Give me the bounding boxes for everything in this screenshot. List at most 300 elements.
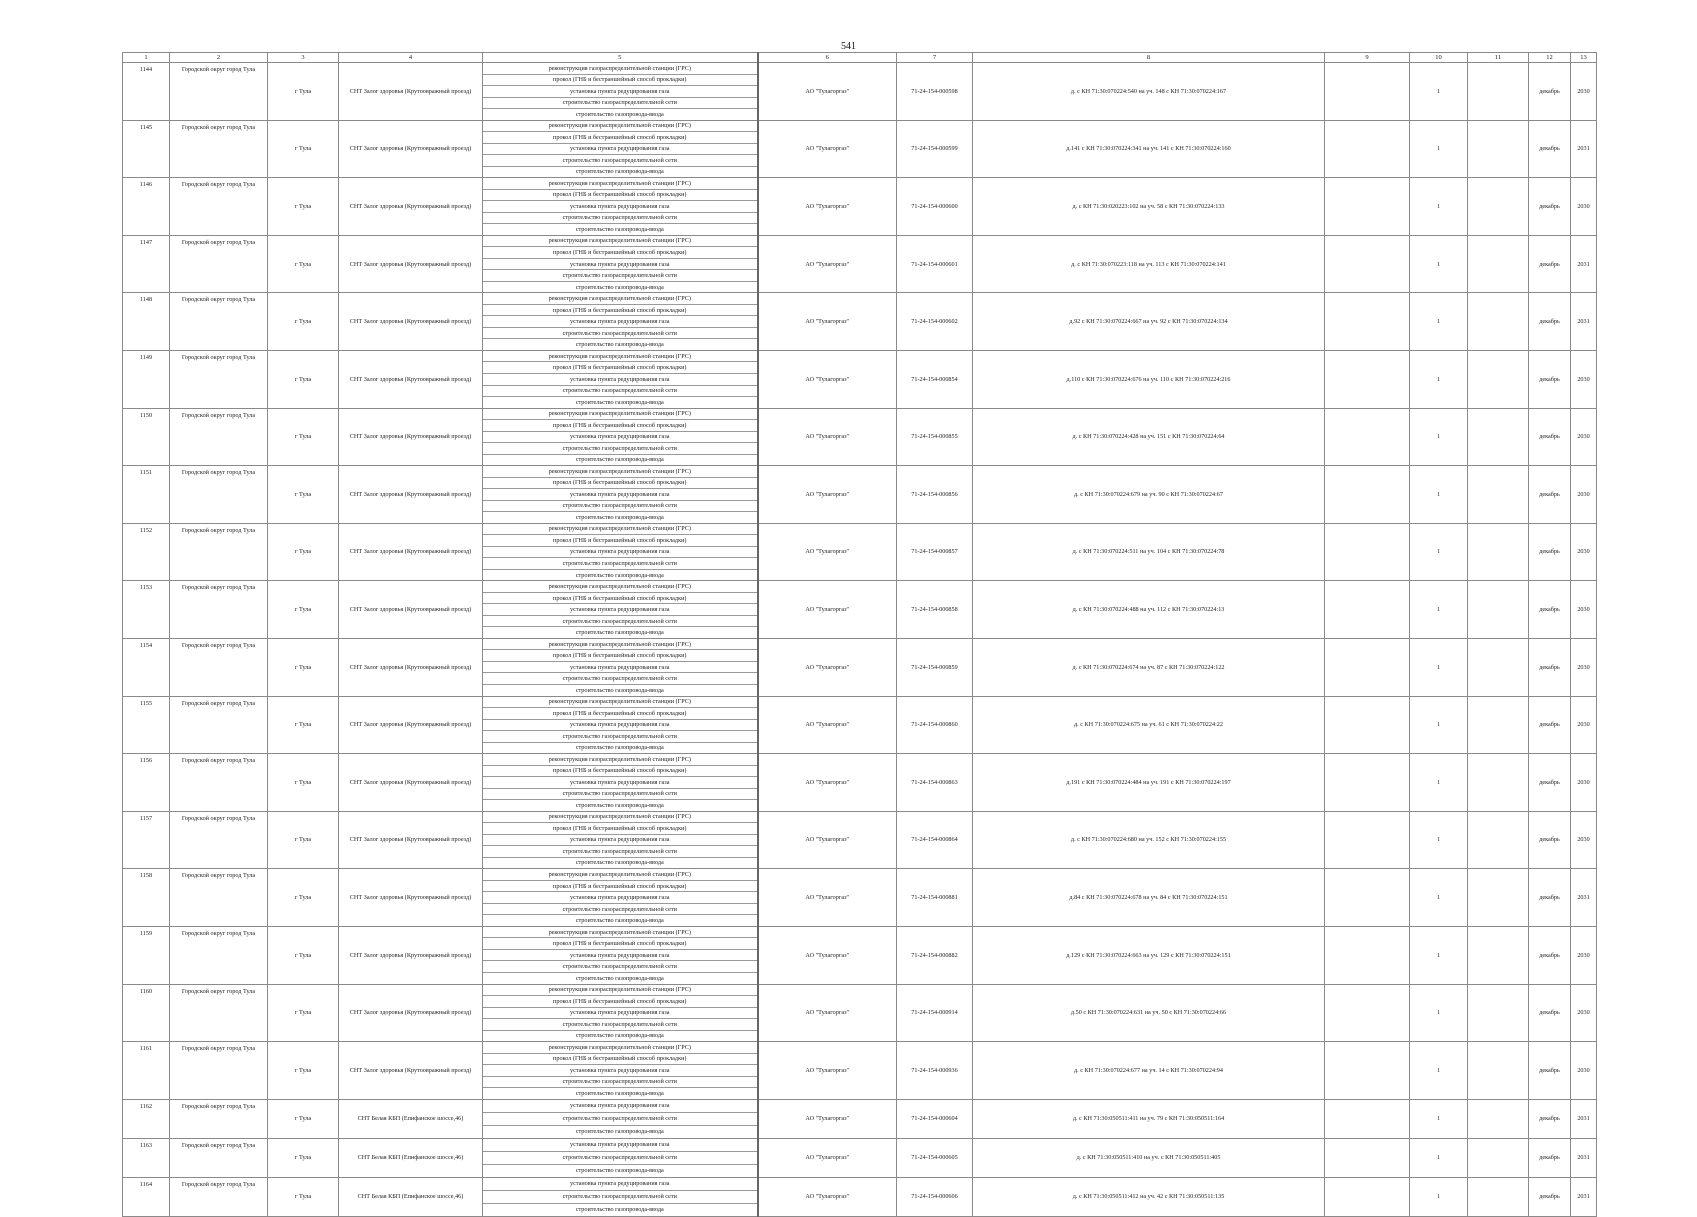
work-item: прокол (ГНБ и бестраншейный способ прокладки): [483, 823, 757, 835]
count-cell: 1: [1410, 581, 1468, 639]
count-cell: 1: [1410, 350, 1468, 408]
address-cell: д. с КН 71:30:070224:679 на уч. 90 с КН 71:30:070224:67: [973, 466, 1325, 524]
blank-cell-11: [1468, 811, 1529, 869]
row-number-cell: [123, 581, 170, 639]
district-cell: [170, 1042, 268, 1100]
work-item: строительство газораспределительной сети: [483, 789, 757, 801]
row-number: 1151: [139, 469, 153, 477]
blank-cell-9: [1325, 581, 1410, 639]
work-item: установка пункта редуцирования газа: [483, 892, 757, 904]
column-header: 10: [1410, 53, 1468, 63]
work-item: строительство газопровода-ввода: [575, 168, 664, 176]
organization-cell: АО "Тулагоргаз": [758, 869, 897, 927]
blank-cell-11: [1468, 350, 1529, 408]
year-cell: 2030: [1571, 63, 1597, 121]
district-cell: [170, 811, 268, 869]
table-row: [123, 63, 1597, 121]
work-item: строительство газораспределительной сети: [483, 328, 757, 340]
blank-cell-9: [1325, 120, 1410, 178]
district-name: Городской округ город Тула: [181, 353, 256, 361]
site-cell: СНТ Залог здоровья (Крутоовражный проезд): [339, 408, 483, 466]
organization-cell: АО "Тулагоргаз": [758, 293, 897, 351]
row-number-cell: [123, 350, 170, 408]
site-cell: СНТ Залог здоровья (Крутоовражный проезд): [339, 811, 483, 869]
address-cell: д. с КН 71:30:070224:488 на уч. 112 с КН 71:30:070224:13: [973, 581, 1325, 639]
row-number-cell: [123, 638, 170, 696]
row-number: 1148: [139, 296, 153, 304]
works-cell: [483, 466, 758, 524]
work-item: строительство газораспределительной сети: [483, 443, 757, 455]
work-item: реконструкция газораспределительной станции (ГРС): [483, 581, 757, 593]
work-item: установка пункта редуцирования газа: [483, 604, 757, 616]
year-cell: 2030: [1571, 926, 1597, 984]
row-number: 1145: [139, 123, 153, 131]
row-number-cell: [123, 869, 170, 927]
organization-cell: АО "Тулагоргаз": [758, 235, 897, 293]
work-item: прокол (ГНБ и бестраншейный способ прокладки): [483, 478, 757, 490]
work-item: реконструкция газораспределительной станции (ГРС): [483, 812, 757, 824]
address-cell: д.110 с КН 71:30:070224:676 на уч. 110 с КН 71:30:070224:216: [973, 350, 1325, 408]
address-cell: д.50 с КН 71:30:070224:631 на уч. 50 с КН 71:30:070224:66: [973, 984, 1325, 1042]
blank-cell-11: [1468, 581, 1529, 639]
work-item: строительство газопровода-ввода: [575, 1032, 664, 1040]
work-item: реконструкция газораспределительной станции (ГРС): [483, 409, 757, 421]
work-item: строительство газопровода-ввода: [575, 283, 664, 291]
work-item: реконструкция газораспределительной станции (ГРС): [483, 63, 757, 75]
city-cell: г Тула: [268, 293, 339, 351]
blank-cell-9: [1325, 754, 1410, 812]
address-cell: д. с КН 71:30:070224:511 на уч. 104 с КН 71:30:070224:78: [973, 523, 1325, 581]
table-row: [123, 408, 1597, 466]
work-item: строительство газораспределительной сети: [483, 213, 757, 225]
work-item: установка пункта редуцирования газа: [483, 1178, 757, 1191]
city-cell: г Тула: [268, 869, 339, 927]
row-number-cell: [123, 120, 170, 178]
work-item: установка пункта редуцирования газа: [483, 432, 757, 444]
work-item: установка пункта редуцирования газа: [483, 144, 757, 156]
work-item: реконструкция газораспределительной станции (ГРС): [483, 293, 757, 305]
code-cell: 71-24-154-000604: [897, 1099, 973, 1138]
works-cell: [483, 235, 758, 293]
city-cell: г Тула: [268, 63, 339, 121]
district-cell: [170, 523, 268, 581]
month-cell: декабрь: [1529, 120, 1571, 178]
row-number-cell: [123, 1138, 170, 1177]
city-cell: г Тула: [268, 1099, 339, 1138]
site-cell: СНТ Залог здоровья (Крутоовражный проезд): [339, 1042, 483, 1100]
work-item: реконструкция газораспределительной станции (ГРС): [483, 697, 757, 709]
district-name: Городской округ город Тула: [181, 872, 256, 880]
code-cell: 71-24-154-000601: [897, 235, 973, 293]
work-item: строительство газопровода-ввода: [575, 513, 664, 521]
row-number-cell: [123, 926, 170, 984]
organization-cell: АО "Тулагоргаз": [758, 638, 897, 696]
year-cell: 2031: [1571, 293, 1597, 351]
row-number-cell: [123, 1177, 170, 1216]
count-cell: 1: [1410, 811, 1468, 869]
city-cell: г Тула: [268, 1138, 339, 1177]
work-item: прокол (ГНБ и бестраншейный способ прокладки): [483, 420, 757, 432]
year-cell: 2030: [1571, 350, 1597, 408]
table-row: [123, 1177, 1597, 1216]
blank-cell-9: [1325, 293, 1410, 351]
blank-cell-11: [1468, 1099, 1529, 1138]
row-number-cell: [123, 811, 170, 869]
table-row: [123, 293, 1597, 351]
row-number-cell: [123, 235, 170, 293]
code-cell: 71-24-154-000882: [897, 926, 973, 984]
organization-cell: АО "Тулагоргаз": [758, 63, 897, 121]
row-number-cell: [123, 466, 170, 524]
works-cell: [483, 1099, 758, 1138]
work-item: реконструкция газораспределительной станции (ГРС): [483, 351, 757, 363]
work-item: прокол (ГНБ и бестраншейный способ прокладки): [483, 593, 757, 605]
blank-cell-9: [1325, 1042, 1410, 1100]
table-row: [123, 466, 1597, 524]
work-item: строительство газораспределительной сети: [483, 1077, 757, 1089]
work-item: строительство газопровода-ввода: [575, 398, 664, 406]
work-item: реконструкция газораспределительной станции (ГРС): [483, 869, 757, 881]
works-cell: [483, 178, 758, 236]
address-cell: д.92 с КН 71:30:070224:667 на уч. 92 с КН 71:30:070224:134: [973, 293, 1325, 351]
district-cell: [170, 926, 268, 984]
month-cell: декабрь: [1529, 754, 1571, 812]
year-cell: 2031: [1571, 1177, 1597, 1216]
count-cell: 1: [1410, 984, 1468, 1042]
work-item: строительство газораспределительной сети: [483, 904, 757, 916]
work-item: строительство газораспределительной сети: [483, 270, 757, 282]
row-number: 1158: [139, 872, 153, 880]
city-cell: г Тула: [268, 754, 339, 812]
organization-cell: АО "Тулагоргаз": [758, 696, 897, 754]
blank-cell-11: [1468, 120, 1529, 178]
city-cell: г Тула: [268, 984, 339, 1042]
city-cell: г Тула: [268, 235, 339, 293]
count-cell: 1: [1410, 1138, 1468, 1177]
year-cell: 2030: [1571, 984, 1597, 1042]
column-header: 2: [170, 53, 268, 63]
address-cell: д. с КН 71:30:020223:102 на уч. 58 с КН 71:30:070224:133: [973, 178, 1325, 236]
district-cell: [170, 984, 268, 1042]
blank-cell-11: [1468, 984, 1529, 1042]
count-cell: 1: [1410, 926, 1468, 984]
year-cell: 2031: [1571, 120, 1597, 178]
city-cell: г Тула: [268, 466, 339, 524]
count-cell: 1: [1410, 638, 1468, 696]
city-cell: г Тула: [268, 523, 339, 581]
work-item: реконструкция газораспределительной станции (ГРС): [483, 178, 757, 190]
district-cell: [170, 466, 268, 524]
registry-table: [122, 52, 1597, 1217]
work-item: строительство газораспределительной сети: [483, 961, 757, 973]
work-item: строительство газораспределительной сети: [483, 1019, 757, 1031]
district-name: Городской округ город Тула: [181, 929, 256, 937]
work-item: прокол (ГНБ и бестраншейный способ прокладки): [483, 247, 757, 259]
works-cell: [483, 869, 758, 927]
table-row: [123, 926, 1597, 984]
blank-cell-9: [1325, 178, 1410, 236]
count-cell: 1: [1410, 1177, 1468, 1216]
year-cell: 2030: [1571, 466, 1597, 524]
month-cell: декабрь: [1529, 638, 1571, 696]
works-cell: [483, 1138, 758, 1177]
year-cell: 2030: [1571, 638, 1597, 696]
address-cell: д. с КН 71:30:070224:428 на уч. 151 с КН 71:30:070224:64: [973, 408, 1325, 466]
district-cell: [170, 350, 268, 408]
district-cell: [170, 696, 268, 754]
address-cell: д.84 с КН 71:30:070224:678 на уч. 84 с КН 71:30:070224:151: [973, 869, 1325, 927]
work-item: реконструкция газораспределительной станции (ГРС): [483, 1042, 757, 1054]
works-cell: [483, 811, 758, 869]
city-cell: г Тула: [268, 926, 339, 984]
organization-cell: АО "Тулагоргаз": [758, 754, 897, 812]
city-cell: г Тула: [268, 408, 339, 466]
row-number-cell: [123, 408, 170, 466]
organization-cell: АО "Тулагоргаз": [758, 1099, 897, 1138]
district-cell: [170, 1177, 268, 1216]
work-item: реконструкция газораспределительной станции (ГРС): [483, 927, 757, 939]
work-item: строительство газораспределительной сети: [483, 1191, 757, 1204]
address-cell: д. с КН 71:30:050511:412 на уч. 42 с КН 71:30:050511:135: [973, 1177, 1325, 1216]
district-name: Городской округ город Тула: [181, 584, 256, 592]
works-cell: [483, 350, 758, 408]
table-row: [123, 178, 1597, 236]
work-item: установка пункта редуцирования газа: [483, 316, 757, 328]
organization-cell: АО "Тулагоргаз": [758, 1138, 897, 1177]
year-cell: 2030: [1571, 1042, 1597, 1100]
works-cell: [483, 293, 758, 351]
work-item: строительство газораспределительной сети: [483, 558, 757, 570]
work-item: прокол (ГНБ и бестраншейный способ прокладки): [483, 938, 757, 950]
month-cell: декабрь: [1529, 696, 1571, 754]
work-item: строительство газопровода-ввода: [575, 456, 664, 464]
table-row: [123, 1138, 1597, 1177]
month-cell: декабрь: [1529, 1099, 1571, 1138]
district-cell: [170, 869, 268, 927]
code-cell: 71-24-154-000606: [897, 1177, 973, 1216]
year-cell: 2030: [1571, 523, 1597, 581]
work-item: строительство газораспределительной сети: [483, 501, 757, 513]
blank-cell-9: [1325, 63, 1410, 121]
organization-cell: АО "Тулагоргаз": [758, 120, 897, 178]
code-cell: 71-24-154-000881: [897, 869, 973, 927]
row-number: 1149: [139, 353, 153, 361]
row-number: 1150: [139, 411, 153, 419]
city-cell: г Тула: [268, 1042, 339, 1100]
count-cell: 1: [1410, 754, 1468, 812]
works-cell: [483, 523, 758, 581]
row-number: 1157: [139, 814, 153, 822]
count-cell: 1: [1410, 408, 1468, 466]
district-name: Городской округ город Тула: [181, 238, 256, 246]
site-cell: СНТ Залог здоровья (Крутоовражный проезд): [339, 581, 483, 639]
blank-cell-11: [1468, 235, 1529, 293]
works-cell: [483, 926, 758, 984]
work-item: прокол (ГНБ и бестраншейный способ прокладки): [483, 996, 757, 1008]
month-cell: декабрь: [1529, 811, 1571, 869]
month-cell: декабрь: [1529, 350, 1571, 408]
work-item: строительство газопровода-ввода: [575, 744, 664, 752]
work-item: прокол (ГНБ и бестраншейный способ прокладки): [483, 881, 757, 893]
work-item: строительство газопровода-ввода: [575, 801, 664, 809]
column-header: 3: [268, 53, 339, 63]
month-cell: декабрь: [1529, 466, 1571, 524]
district-name: Городской округ город Тула: [181, 814, 256, 822]
table-row: [123, 696, 1597, 754]
count-cell: 1: [1410, 120, 1468, 178]
blank-cell-11: [1468, 466, 1529, 524]
row-number: 1155: [139, 699, 153, 707]
code-cell: 71-24-154-000599: [897, 120, 973, 178]
month-cell: декабрь: [1529, 1177, 1571, 1216]
organization-cell: АО "Тулагоргаз": [758, 350, 897, 408]
table-row: [123, 984, 1597, 1042]
row-number-cell: [123, 178, 170, 236]
district-name: Городской округ город Тула: [181, 987, 256, 995]
column-header: 5: [483, 53, 758, 63]
row-number: 1163: [139, 1141, 153, 1149]
district-name: Городской округ город Тула: [181, 1045, 256, 1053]
month-cell: декабрь: [1529, 523, 1571, 581]
blank-cell-9: [1325, 926, 1410, 984]
site-cell: СНТ Залог здоровья (Крутоовражный проезд): [339, 926, 483, 984]
works-cell: [483, 1177, 758, 1216]
month-cell: декабрь: [1529, 926, 1571, 984]
blank-cell-9: [1325, 408, 1410, 466]
works-cell: [483, 1042, 758, 1100]
row-number-cell: [123, 523, 170, 581]
address-cell: д. с КН 71:30:070224:675 на уч. 61 с КН 71:30:070224:22: [973, 696, 1325, 754]
blank-cell-9: [1325, 235, 1410, 293]
count-cell: 1: [1410, 523, 1468, 581]
year-cell: 2031: [1571, 1138, 1597, 1177]
row-number-cell: [123, 1042, 170, 1100]
works-cell: [483, 696, 758, 754]
work-item: прокол (ГНБ и бестраншейный способ прокладки): [483, 305, 757, 317]
site-cell: СНТ Белая КБП (Епифанское шоссе,46): [339, 1177, 483, 1216]
work-item: установка пункта редуцирования газа: [483, 1139, 757, 1152]
blank-cell-11: [1468, 869, 1529, 927]
month-cell: декабрь: [1529, 984, 1571, 1042]
row-number-cell: [123, 754, 170, 812]
district-cell: [170, 754, 268, 812]
code-cell: 71-24-154-000864: [897, 811, 973, 869]
row-number-cell: [123, 63, 170, 121]
column-header-row: [123, 53, 1597, 63]
work-item: установка пункта редуцирования газа: [483, 374, 757, 386]
district-cell: [170, 63, 268, 121]
site-cell: СНТ Залог здоровья (Крутоовражный проезд): [339, 120, 483, 178]
column-header: 9: [1325, 53, 1410, 63]
work-item: прокол (ГНБ и бестраншейный способ прокладки): [483, 650, 757, 662]
code-cell: 71-24-154-000855: [897, 408, 973, 466]
work-item: установка пункта редуцирования газа: [483, 662, 757, 674]
blank-cell-11: [1468, 1138, 1529, 1177]
address-cell: д.191 с КН 71:30:070224:484 на уч. 191 с КН 71:30:070224:197: [973, 754, 1325, 812]
count-cell: 1: [1410, 869, 1468, 927]
blank-cell-9: [1325, 984, 1410, 1042]
count-cell: 1: [1410, 466, 1468, 524]
work-item: прокол (ГНБ и бестраншейный способ прокладки): [483, 766, 757, 778]
work-item: реконструкция газораспределительной станции (ГРС): [483, 639, 757, 651]
blank-cell-9: [1325, 350, 1410, 408]
work-item: строительство газопровода-ввода: [575, 1167, 664, 1175]
month-cell: декабрь: [1529, 869, 1571, 927]
district-name: Городской округ город Тула: [181, 411, 256, 419]
column-header: 12: [1529, 53, 1571, 63]
blank-cell-11: [1468, 178, 1529, 236]
row-number-cell: [123, 1099, 170, 1138]
code-cell: 71-24-154-000858: [897, 581, 973, 639]
year-cell: 2030: [1571, 408, 1597, 466]
work-item: прокол (ГНБ и бестраншейный способ прокладки): [483, 190, 757, 202]
column-header: 4: [339, 53, 483, 63]
table-row: [123, 1099, 1597, 1138]
works-cell: [483, 638, 758, 696]
site-cell: СНТ Залог здоровья (Крутоовражный проезд): [339, 293, 483, 351]
organization-cell: АО "Тулагоргаз": [758, 1042, 897, 1100]
site-cell: СНТ Залог здоровья (Крутоовражный проезд): [339, 63, 483, 121]
code-cell: 71-24-154-000605: [897, 1138, 973, 1177]
blank-cell-11: [1468, 638, 1529, 696]
district-name: Городской округ город Тула: [181, 1141, 256, 1149]
month-cell: декабрь: [1529, 293, 1571, 351]
code-cell: 71-24-154-000859: [897, 638, 973, 696]
district-name: Городской округ город Тула: [181, 469, 256, 477]
work-item: строительство газопровода-ввода: [575, 110, 664, 118]
blank-cell-11: [1468, 1042, 1529, 1100]
month-cell: декабрь: [1529, 581, 1571, 639]
organization-cell: АО "Тулагоргаз": [758, 1177, 897, 1216]
work-item: строительство газораспределительной сети: [483, 673, 757, 685]
district-name: Городской округ город Тула: [181, 296, 256, 304]
district-name: Городской округ город Тула: [181, 1102, 256, 1110]
blank-cell-9: [1325, 1138, 1410, 1177]
work-item: строительство газораспределительной сети: [483, 98, 757, 110]
district-cell: [170, 293, 268, 351]
blank-cell-11: [1468, 63, 1529, 121]
table-row: [123, 523, 1597, 581]
code-cell: 71-24-154-000854: [897, 350, 973, 408]
site-cell: СНТ Залог здоровья (Крутоовражный проезд): [339, 466, 483, 524]
address-cell: д. с КН 71:30:050511:411 на уч. 79 с КН 71:30:050511:164: [973, 1099, 1325, 1138]
year-cell: 2031: [1571, 869, 1597, 927]
district-cell: [170, 178, 268, 236]
column-header: 13: [1571, 53, 1597, 63]
blank-cell-9: [1325, 523, 1410, 581]
code-cell: 71-24-154-000860: [897, 696, 973, 754]
table-row: [123, 235, 1597, 293]
work-item: реконструкция газораспределительной станции (ГРС): [483, 524, 757, 536]
blank-cell-11: [1468, 408, 1529, 466]
code-cell: 71-24-154-000602: [897, 293, 973, 351]
row-number-cell: [123, 984, 170, 1042]
site-cell: СНТ Белая КБП (Епифанское шоссе,46): [339, 1099, 483, 1138]
row-number: 1144: [139, 66, 153, 73]
row-number: 1147: [139, 238, 153, 246]
year-cell: 2030: [1571, 754, 1597, 812]
month-cell: декабрь: [1529, 178, 1571, 236]
work-item: строительство газораспределительной сети: [483, 1152, 757, 1165]
work-item: строительство газопровода-ввода: [575, 341, 664, 349]
organization-cell: АО "Тулагоргаз": [758, 178, 897, 236]
row-number: 1159: [139, 929, 153, 937]
work-item: прокол (ГНБ и бестраншейный способ прокладки): [483, 708, 757, 720]
month-cell: декабрь: [1529, 1138, 1571, 1177]
city-cell: г Тула: [268, 696, 339, 754]
work-item: строительство газораспределительной сети: [483, 846, 757, 858]
district-cell: [170, 581, 268, 639]
